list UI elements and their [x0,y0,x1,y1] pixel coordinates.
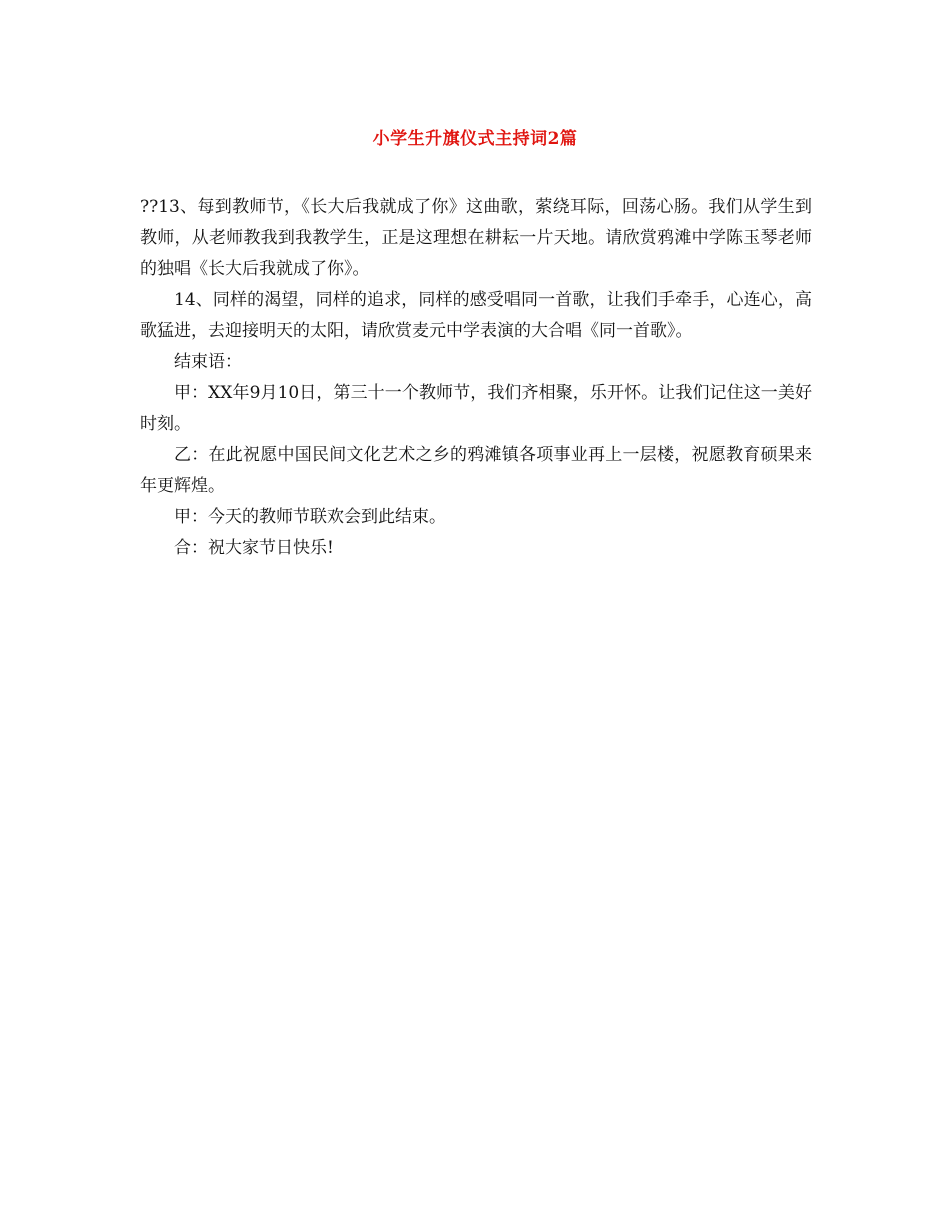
paragraph-jia-2: 甲：今天的教师节联欢会到此结束。 [174,507,446,527]
document-title: 小学生升旗仪式主持词2篇 [372,129,578,149]
paragraph-14: 14、同样的渴望，同样的追求，同样的感受唱同一首歌，让我们手牵手，心连心，高歌猛进，去迎接明天的太阳，请欣赏麦元中学表演的大合唱《同一首歌》。 [140,290,812,341]
paragraph-he: 合：祝大家节日快乐! [174,538,334,558]
paragraph-13: ??13、每到教师节，《长大后我就成了你》这曲歌，萦绕耳际，回荡心肠。我们从学生到教师，从老师教我到我教学生，正是这理想在耕耘一片天地。请欣赏鸦滩中学陈玉琴老师的独唱《长大后我就成了你》。 [140,197,812,279]
paragraph-yi: 乙：在此祝愿中国民间文化艺术之乡的鸦滩镇各项事业再上一层楼，祝愿教育硕果来年更辉煌。 [140,445,812,496]
closing-heading: 结束语： [174,352,242,372]
paragraph-jia-1: 甲：XX年9月10日，第三十一个教师节，我们齐相聚，乐开怀。让我们记住这一美好时刻。 [140,383,812,434]
document-body [140,192,812,564]
